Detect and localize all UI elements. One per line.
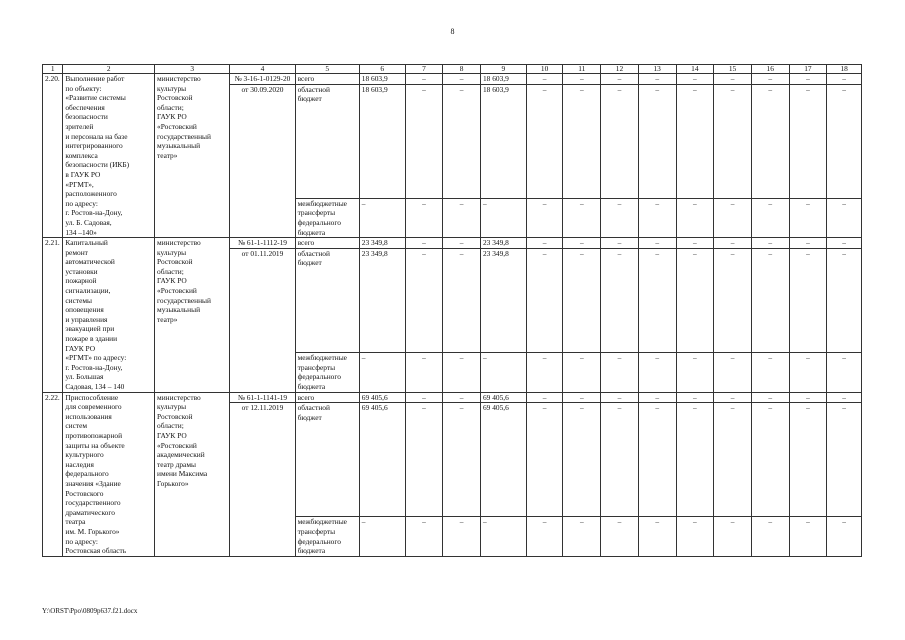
funding-source: межбюджетные трансферты федерального бюджета <box>295 517 359 556</box>
value-col-18: – <box>827 238 862 249</box>
funding-source: всего <box>295 74 359 85</box>
value-col-12: – <box>601 84 639 198</box>
value-col-8: – <box>443 353 481 392</box>
value-col-8: – <box>443 517 481 556</box>
document-number: № 3-16-1-0129-20 <box>230 74 295 85</box>
value-col-17: – <box>789 353 827 392</box>
document-number: № 61-1-1141-19 <box>230 392 295 403</box>
item-name: Капитальный ремонт автоматической установки пожарной сигнализации, системы оповещения и управления эвакуацией при пожаре в здании ГАУК РО «РГМТ» по адресу: г. Ростов-на-Дону, ул. Большая Садовая, 134 – 140 <box>63 238 155 393</box>
value-col-11: – <box>563 84 601 198</box>
value-col-16: – <box>751 84 789 198</box>
value-col-12: – <box>601 238 639 249</box>
value-col-14: – <box>676 392 714 403</box>
column-number-header: 11 <box>563 65 601 74</box>
value-col-16: – <box>751 74 789 85</box>
value-col-9: 23 349,8 <box>480 248 526 353</box>
value-col-13: – <box>638 248 676 353</box>
value-col-14: – <box>676 353 714 392</box>
column-number-header: 5 <box>295 65 359 74</box>
value-col-17: – <box>789 198 827 237</box>
table-row <box>43 392 862 403</box>
value-col-9: – <box>480 517 526 556</box>
table-row <box>43 238 862 249</box>
value-col-6: – <box>359 198 405 237</box>
value-col-14: – <box>676 238 714 249</box>
value-col-8: – <box>443 198 481 237</box>
value-col-9: 23 349,8 <box>480 238 526 249</box>
header-row <box>43 65 862 74</box>
value-col-13: – <box>638 238 676 249</box>
value-col-9: 69 405,6 <box>480 403 526 517</box>
value-col-7: – <box>405 238 443 249</box>
item-number: 2.20. <box>43 74 63 238</box>
value-col-16: – <box>751 517 789 556</box>
value-col-16: – <box>751 248 789 353</box>
value-col-9: – <box>480 353 526 392</box>
value-col-15: – <box>714 238 752 249</box>
value-col-13: – <box>638 198 676 237</box>
value-col-10: – <box>526 517 563 556</box>
value-col-11: – <box>563 198 601 237</box>
value-col-11: – <box>563 74 601 85</box>
value-col-6: 23 349,8 <box>359 238 405 249</box>
value-col-16: – <box>751 392 789 403</box>
value-col-13: – <box>638 392 676 403</box>
value-col-9: 18 603,9 <box>480 74 526 85</box>
value-col-17: – <box>789 238 827 249</box>
value-col-9: 69 405,6 <box>480 392 526 403</box>
value-col-11: – <box>563 517 601 556</box>
column-number-header: 8 <box>443 65 481 74</box>
value-col-8: – <box>443 248 481 353</box>
value-col-17: – <box>789 517 827 556</box>
page-number: 8 <box>450 27 455 36</box>
value-col-10: – <box>526 248 563 353</box>
column-number-header: 2 <box>63 65 155 74</box>
column-number-header: 6 <box>359 65 405 74</box>
value-col-15: – <box>714 84 752 198</box>
value-col-12: – <box>601 353 639 392</box>
value-col-11: – <box>563 238 601 249</box>
value-col-12: – <box>601 392 639 403</box>
column-number-header: 14 <box>676 65 714 74</box>
funding-source: межбюджетные трансферты федерального бюджета <box>295 198 359 237</box>
item-number: 2.22. <box>43 392 63 556</box>
value-col-17: – <box>789 248 827 353</box>
value-col-18: – <box>827 74 862 85</box>
budget-table <box>42 64 862 557</box>
value-col-8: – <box>443 392 481 403</box>
value-col-8: – <box>443 238 481 249</box>
document-date: от 01.11.2019 <box>230 248 295 392</box>
value-col-13: – <box>638 74 676 85</box>
item-number: 2.21. <box>43 238 63 393</box>
column-number-header: 7 <box>405 65 443 74</box>
value-col-9: 18 603,9 <box>480 84 526 198</box>
value-col-7: – <box>405 517 443 556</box>
value-col-14: – <box>676 74 714 85</box>
value-col-7: – <box>405 392 443 403</box>
column-number-header: 15 <box>714 65 752 74</box>
value-col-12: – <box>601 198 639 237</box>
value-col-10: – <box>526 84 563 198</box>
value-col-10: – <box>526 238 563 249</box>
value-col-14: – <box>676 198 714 237</box>
value-col-18: – <box>827 84 862 198</box>
value-col-11: – <box>563 403 601 517</box>
document-number: № 61-1-1112-19 <box>230 238 295 249</box>
value-col-12: – <box>601 74 639 85</box>
value-col-18: – <box>827 392 862 403</box>
value-col-17: – <box>789 84 827 198</box>
value-col-6: – <box>359 517 405 556</box>
value-col-18: – <box>827 248 862 353</box>
value-col-8: – <box>443 84 481 198</box>
value-col-17: – <box>789 74 827 85</box>
value-col-17: – <box>789 403 827 517</box>
document-date: от 12.11.2019 <box>230 403 295 557</box>
value-col-6: – <box>359 353 405 392</box>
value-col-16: – <box>751 353 789 392</box>
value-col-13: – <box>638 353 676 392</box>
value-col-18: – <box>827 517 862 556</box>
value-col-13: – <box>638 84 676 198</box>
column-number-header: 16 <box>751 65 789 74</box>
value-col-6: 69 405,6 <box>359 403 405 517</box>
column-number-header: 13 <box>638 65 676 74</box>
value-col-15: – <box>714 517 752 556</box>
column-number-header: 10 <box>526 65 563 74</box>
value-col-7: – <box>405 353 443 392</box>
column-number-header: 9 <box>480 65 526 74</box>
funding-source: всего <box>295 392 359 403</box>
funding-source: областной бюджет <box>295 248 359 353</box>
column-number-header: 17 <box>789 65 827 74</box>
value-col-18: – <box>827 198 862 237</box>
item-name: Выполнение работ по объекту: «Развитие системы обеспечения безопасности зрителей и персонала на базе интегрированного комплекса безопасности (ИКБ) в ГАУК РО «РГМТ», расположенного по адресу: г. Ростов-на-Дону, ул. Б. Садовая, 134 –140» <box>63 74 155 238</box>
value-col-14: – <box>676 403 714 517</box>
value-col-7: – <box>405 84 443 198</box>
funding-source: всего <box>295 238 359 249</box>
value-col-12: – <box>601 517 639 556</box>
value-col-13: – <box>638 403 676 517</box>
responsible-organization: министерство культуры Ростовской области; ГАУК РО «Ростовский академический театр драмы имени Максима Горького» <box>155 392 230 556</box>
value-col-15: – <box>714 392 752 403</box>
item-name: Приспособление для современного использования систем противопожарной защиты на объекте культурного наследия федерального значения «Здание Ростовского государственного драматического театра им. М. Горького» по адресу: Ростовская область <box>63 392 155 556</box>
value-col-10: – <box>526 392 563 403</box>
column-number-header: 3 <box>155 65 230 74</box>
value-col-15: – <box>714 353 752 392</box>
value-col-7: – <box>405 198 443 237</box>
value-col-15: – <box>714 198 752 237</box>
value-col-14: – <box>676 248 714 353</box>
column-number-header: 12 <box>601 65 639 74</box>
value-col-6: 18 603,9 <box>359 84 405 198</box>
value-col-7: – <box>405 74 443 85</box>
column-number-header: 4 <box>230 65 295 74</box>
value-col-10: – <box>526 74 563 85</box>
value-col-10: – <box>526 403 563 517</box>
column-number-header: 18 <box>827 65 862 74</box>
value-col-9: – <box>480 198 526 237</box>
value-col-7: – <box>405 248 443 353</box>
value-col-8: – <box>443 74 481 85</box>
value-col-16: – <box>751 198 789 237</box>
funding-source: областной бюджет <box>295 84 359 198</box>
value-col-7: – <box>405 403 443 517</box>
value-col-15: – <box>714 403 752 517</box>
funding-source: межбюджетные трансферты федерального бюджета <box>295 353 359 392</box>
value-col-6: 23 349,8 <box>359 248 405 353</box>
value-col-15: – <box>714 74 752 85</box>
value-col-6: 18 603,9 <box>359 74 405 85</box>
value-col-18: – <box>827 353 862 392</box>
value-col-14: – <box>676 84 714 198</box>
value-col-18: – <box>827 403 862 517</box>
document-date: от 30.09.2020 <box>230 84 295 238</box>
value-col-15: – <box>714 248 752 353</box>
value-col-6: 69 405,6 <box>359 392 405 403</box>
value-col-10: – <box>526 198 563 237</box>
funding-source: областной бюджет <box>295 403 359 517</box>
value-col-14: – <box>676 517 714 556</box>
responsible-organization: министерство культуры Ростовской области; ГАУК РО «Ростовский государственный музыкальный театр» <box>155 74 230 238</box>
value-col-12: – <box>601 403 639 517</box>
value-col-17: – <box>789 392 827 403</box>
value-col-16: – <box>751 403 789 517</box>
value-col-11: – <box>563 392 601 403</box>
value-col-12: – <box>601 248 639 353</box>
table-row <box>43 74 862 85</box>
responsible-organization: министерство культуры Ростовской области; ГАУК РО «Ростовский государственный музыкальный театр» <box>155 238 230 393</box>
value-col-8: – <box>443 403 481 517</box>
value-col-11: – <box>563 248 601 353</box>
column-number-header: 1 <box>43 65 63 74</box>
value-col-11: – <box>563 353 601 392</box>
value-col-13: – <box>638 517 676 556</box>
file-path-footer: Y:\ORST\Ppo\0809p637.f21.docx <box>42 607 138 615</box>
value-col-16: – <box>751 238 789 249</box>
value-col-10: – <box>526 353 563 392</box>
